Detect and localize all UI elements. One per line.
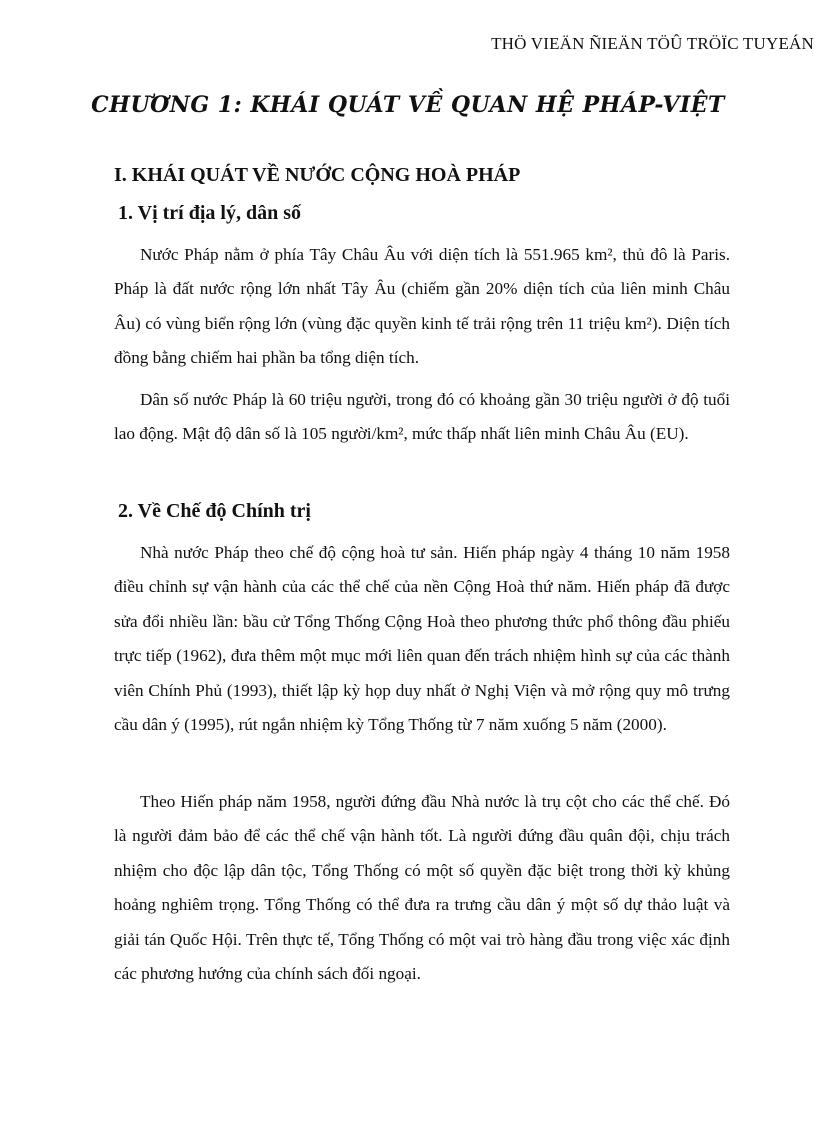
chapter-title: CHƯƠNG 1: KHÁI QUÁT VỀ QUAN HỆ PHÁP-VIỆT [91,92,725,118]
section-heading: I. KHÁI QUÁT VỀ NƯỚC CỘNG HOÀ PHÁP [114,164,521,186]
paragraph-president: Theo Hiến pháp năm 1958, người đứng đầu Nhà nước là trụ cột cho các thể chế. Đó là người đảm bảo để các thể chế vận hành tốt. Là người đứng đầu quân đội, chịu trách nhiệm cho độc lập dân tộc, Tổng Thống có một số quyền đặc biệt trong thời kỳ khủng hoảng nghiêm trọng. Tổng Thống có thể đưa ra trưng cầu dân ý một số dự thảo luật và giải tán Quốc Hội. Trên thực tế, Tổng Thống có một vai trò hàng đầu trong việc xác định các phương hướng của chính sách đối ngoại. [114,792,730,984]
paragraph-population: Dân số nước Pháp là 60 triệu người, trong đó có khoảng gần 30 triệu người ở độ tuổi lao động. Mật độ dân số là 105 người/km², mức thấp nhất liên minh Châu Âu (EU). [114,390,730,444]
subsection-heading-geography: 1. Vị trí địa lý, dân số [118,202,301,224]
paragraph-geography: Nước Pháp nằm ở phía Tây Châu Âu với diện tích là 551.965 km², thủ đô là Paris. Pháp là đất nước rộng lớn nhất Tây Âu (chiếm gần 20% diện tích của liên minh Châu Âu) có vùng biển rộng lớn (vùng đặc quyền kinh tế trải rộng trên 11 triệu km²). Diện tích đồng bằng chiếm hai phần ba tổng diện tích. [114,245,730,368]
running-header: THÖ VIEÄN ÑIEÄN TÖÛ TRÖÏC TUYEÁN [491,34,814,53]
subsection-heading-politics: 2. Về Chế độ Chính trị [118,500,311,522]
paragraph-constitution: Nhà nước Pháp theo chế độ cộng hoà tư sản. Hiến pháp ngày 4 tháng 10 năm 1958 điều chỉnh sự vận hành của các thể chế của nền Cộng Hoà thứ năm. Hiến pháp đã được sửa đổi nhiều lần: bầu cử Tổng Thống Cộng Hoà theo phương thức phổ thông đầu phiếu trực tiếp (1962), đưa thêm một mục mới liên quan đến trách nhiệm hình sự của các thành viên Chính Phủ (1993), thiết lập kỳ họp duy nhất ở Nghị Viện và mở rộng quy mô trưng cầu dân ý (1995), rút ngắn nhiệm kỳ Tổng Thống từ 7 năm xuống 5 năm (2000). [114,543,730,735]
